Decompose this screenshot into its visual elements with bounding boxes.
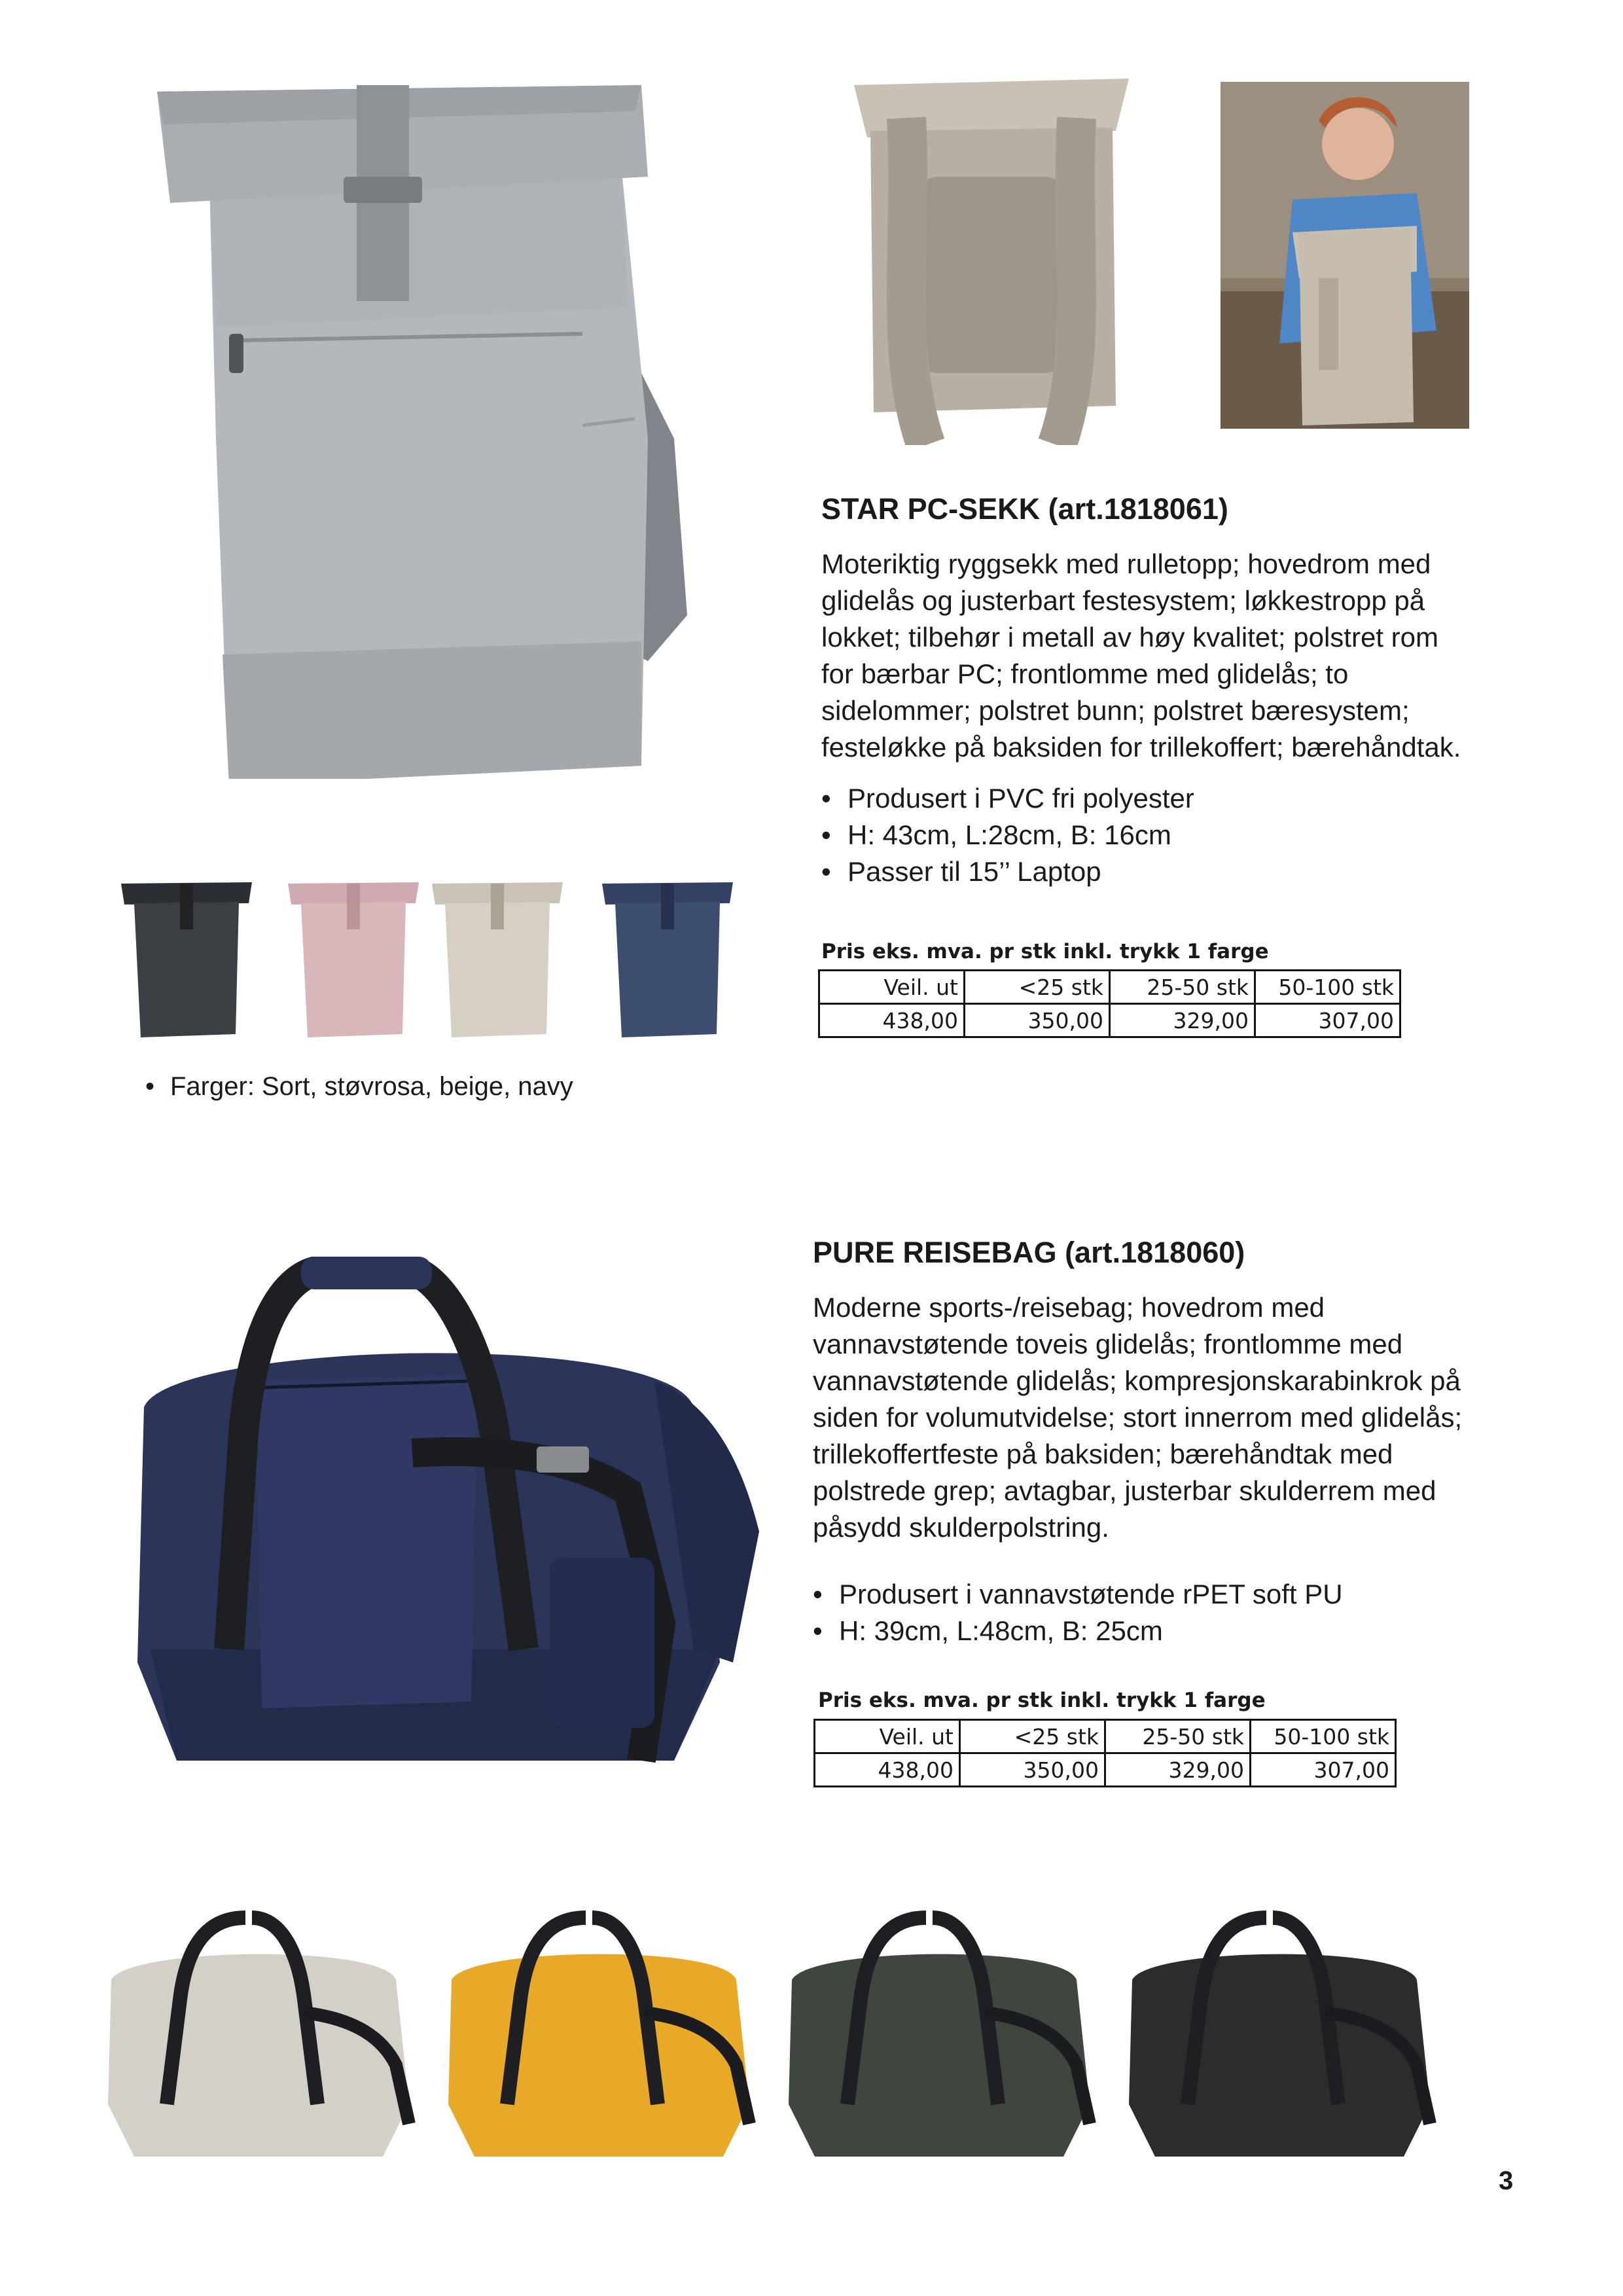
price-header-25-50: 25-50 stk <box>1105 1720 1251 1753</box>
product1-bullet-laptop: • Passer til 15’’ Laptop <box>821 853 1541 890</box>
backpack-lifestyle-photo <box>1221 82 1469 429</box>
product2-bullet-list <box>813 1576 1565 1649</box>
duffel-variant-olive <box>789 1918 1090 2157</box>
price-header-50-100: 50-100 stk <box>1251 1720 1396 1753</box>
product1-price-table <box>818 969 1401 1038</box>
duffel-variant-black <box>1129 1918 1430 2157</box>
price-header-veil: Veil. ut <box>819 971 965 1004</box>
price-value-veil: 438,00 <box>815 1753 960 1787</box>
price-table-value-row <box>815 1753 1396 1787</box>
product1-description: Moteriktig ryggsekk med rulletopp; hovedrom med glidelås og justerbart festesystem; løkkestropp på lokket; tilbehør i metall av høy kvalitet; polstret rom for bærbar PC; frontlomme med glidelås; to sidelommer; polstret bunn; polstret bæresystem; festeløkke på baksiden for trillekoffert; bærehåndtak. <box>821 548 1461 762</box>
product1-title: STAR PC-SEKK (art.1818061) <box>821 492 1228 526</box>
product1-color-variants <box>121 877 743 1041</box>
price-table-header-row <box>819 971 1400 1004</box>
product2-title: PURE REISEBAG (art.1818060) <box>813 1236 1245 1269</box>
duffel-variant-beige <box>108 1918 409 2157</box>
backpack-variant-beige <box>432 882 563 1037</box>
product1-colors-text: Farger: Sort, støvrosa, beige, navy <box>170 1072 573 1101</box>
duffel-main-image <box>131 1257 772 1767</box>
product1-bullet-dimensions: • H: 43cm, L:28cm, B: 16cm <box>821 817 1541 853</box>
product2-price-table <box>813 1719 1397 1787</box>
price-value-50-100: 307,00 <box>1255 1004 1400 1037</box>
price-value-25-50: 329,00 <box>1105 1753 1251 1787</box>
backpack-variant-black <box>121 882 252 1037</box>
price-header-50-100: 50-100 stk <box>1255 971 1400 1004</box>
price-value-veil: 438,00 <box>819 1004 965 1037</box>
backpack-variant-dusty-rose <box>288 882 419 1037</box>
price-value-under25: 350,00 <box>965 1004 1110 1037</box>
price-header-25-50: 25-50 stk <box>1110 971 1255 1004</box>
product1-colors: • Farger: Sort, støvrosa, beige, navy <box>145 1072 573 1101</box>
backpack-main-image <box>124 72 700 779</box>
product2-price-caption: Pris eks. mva. pr stk inkl. trykk 1 farge <box>818 1689 1266 1712</box>
price-header-under25: <25 stk <box>960 1720 1105 1753</box>
price-value-25-50: 329,00 <box>1110 1004 1255 1037</box>
backpack-variant-navy <box>602 882 733 1037</box>
product2-color-variants <box>108 1908 1456 2157</box>
price-value-50-100: 307,00 <box>1251 1753 1396 1787</box>
page-number: 3 <box>1499 2166 1514 2195</box>
duffel-variant-yellow <box>448 1918 749 2157</box>
price-table-value-row <box>819 1004 1400 1037</box>
product1-price-caption: Pris eks. mva. pr stk inkl. trykk 1 farge <box>821 940 1269 963</box>
price-table-header-row <box>815 1720 1396 1753</box>
product1-bullet-material: • Produsert i PVC fri polyester <box>821 780 1541 817</box>
price-header-veil: Veil. ut <box>815 1720 960 1753</box>
product2-bullet-material: • Produsert i vannavstøtende rPET soft PU <box>813 1576 1565 1613</box>
price-header-under25: <25 stk <box>965 971 1110 1004</box>
price-value-under25: 350,00 <box>960 1753 1105 1787</box>
backpack-back-image <box>854 79 1129 445</box>
product2-description: Moderne sports-/reisebag; hovedrom med vannavstøtende toveis glidelås; frontlomme med vannavstøtende glidelås; kompresjonskarabinkrok på siden for volumutvidelse; stort innerrom med glidelås; trillekoffertfeste på baksiden; bærehåndtak med polstrede grep; avtagbar, justerbar skulderrem med påsydd skulderpolstring. <box>813 1292 1463 1543</box>
product2-bullet-dimensions: • H: 39cm, L:48cm, B: 25cm <box>813 1613 1565 1649</box>
product1-bullet-list <box>821 780 1541 890</box>
